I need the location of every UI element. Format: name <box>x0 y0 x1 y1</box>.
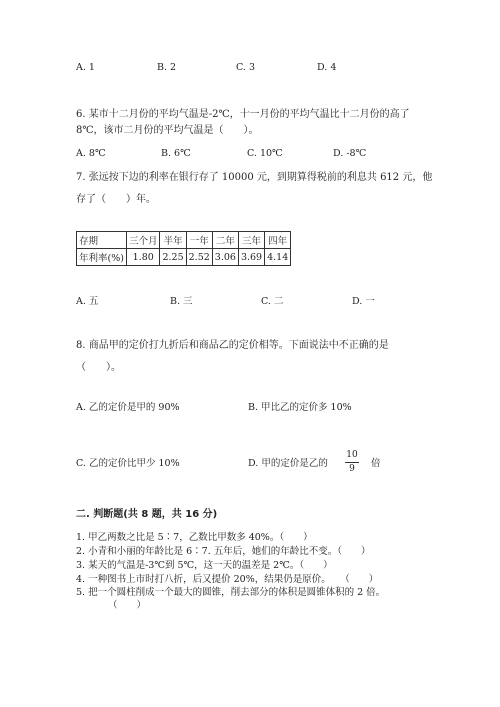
judge-item-5: 5. 把一个圆柱削成一个最大的圆锥，削去部分的体积是圆锥体积的 2 倍。 <box>76 587 386 598</box>
table-cell: 年利率(%) <box>77 249 127 266</box>
table-cell: 3.69 <box>238 249 264 266</box>
q8-stem-line1: 8. 商品甲的定价打九折后和商品乙的定价相等。下面说法中不正确的是 <box>76 340 389 351</box>
q5-option-c: C. 3 <box>236 62 256 73</box>
table-cell: 存期 <box>77 232 127 249</box>
table-cell: 二年 <box>212 232 238 249</box>
q7-option-b: B. 三 <box>170 296 193 307</box>
section-title: 二. 判断题(共 8 题，共 16 分) <box>76 509 218 520</box>
q7-option-a: A. 五 <box>76 296 99 307</box>
table-cell: 一年 <box>186 232 212 249</box>
fraction-denominator: 9 <box>349 464 355 474</box>
judge-item-1: 1. 甲乙两数之比是 5∶7，乙数比甲数多 40%。（ ） <box>76 532 313 543</box>
q8-option-d: D. 甲的定价是乙的 <box>248 458 328 469</box>
table-cell: 三年 <box>238 232 264 249</box>
q5-option-b: B. 2 <box>157 62 177 73</box>
judge-item-4: 4. 一种图书上市时打八折，后又提价 20%，结果仍是原价。 （ ） <box>76 574 379 585</box>
fraction-numerator: 10 <box>346 450 358 460</box>
q8-option-a: A. 乙的定价是甲的 90% <box>76 402 180 413</box>
q6-option-d: D. -8℃ <box>333 148 367 159</box>
q7-stem-line2: 存了（ ）年。 <box>76 194 156 205</box>
table-cell: 3.06 <box>212 249 238 266</box>
table-cell: 4.14 <box>265 249 291 266</box>
judge-item-5-blank: （ ） <box>108 600 147 611</box>
q6-stem-line1: 6. 某市十二月份的平均气温是-2℃，十一月份的平均气温比十二月份的高了 <box>76 109 410 120</box>
judge-item-2: 2. 小青和小丽的年龄比是 6∶7. 五年后，她们的年龄比不变。（ ） <box>76 546 371 557</box>
q8-option-b: B. 甲比乙的定价多 10% <box>248 402 352 413</box>
q7-stem-line1: 7. 张远按下边的利率在银行存了 10000 元，到期算得税前的利息共 612 元，他 <box>76 172 433 183</box>
q6-option-c: C. 10℃ <box>247 148 283 159</box>
q6-stem-line2: 8℃，该市二月份的平均气温是（ ）。 <box>76 125 259 136</box>
q6-option-b: B. 6℃ <box>161 148 191 159</box>
table-header-row <box>77 232 291 249</box>
q8-option-c: C. 乙的定价比甲少 10% <box>76 458 180 469</box>
table-cell: 四年 <box>265 232 291 249</box>
q8-option-d-fraction <box>345 450 359 475</box>
interest-rate-table <box>76 231 291 266</box>
q8-option-d-suffix: 倍 <box>371 458 381 469</box>
q7-option-d: D. 一 <box>352 296 375 307</box>
table-cell: 1.80 <box>126 249 160 266</box>
q8-stem-line2: （ ）。 <box>76 362 121 373</box>
fraction-bar <box>345 462 359 463</box>
q5-option-d: D. 4 <box>317 62 337 73</box>
q6-option-a: A. 8℃ <box>76 148 106 159</box>
judge-item-3: 3. 某天的气温是-3℃到 5℃，这一天的温差是 2℃。（ ） <box>76 560 333 571</box>
table-cell: 半年 <box>160 232 186 249</box>
table-cell: 2.52 <box>186 249 212 266</box>
table-cell: 2.25 <box>160 249 186 266</box>
q7-option-c: C. 二 <box>261 296 284 307</box>
table-row <box>77 249 291 266</box>
q5-option-a: A. 1 <box>76 62 95 73</box>
table-cell: 三个月 <box>126 232 160 249</box>
